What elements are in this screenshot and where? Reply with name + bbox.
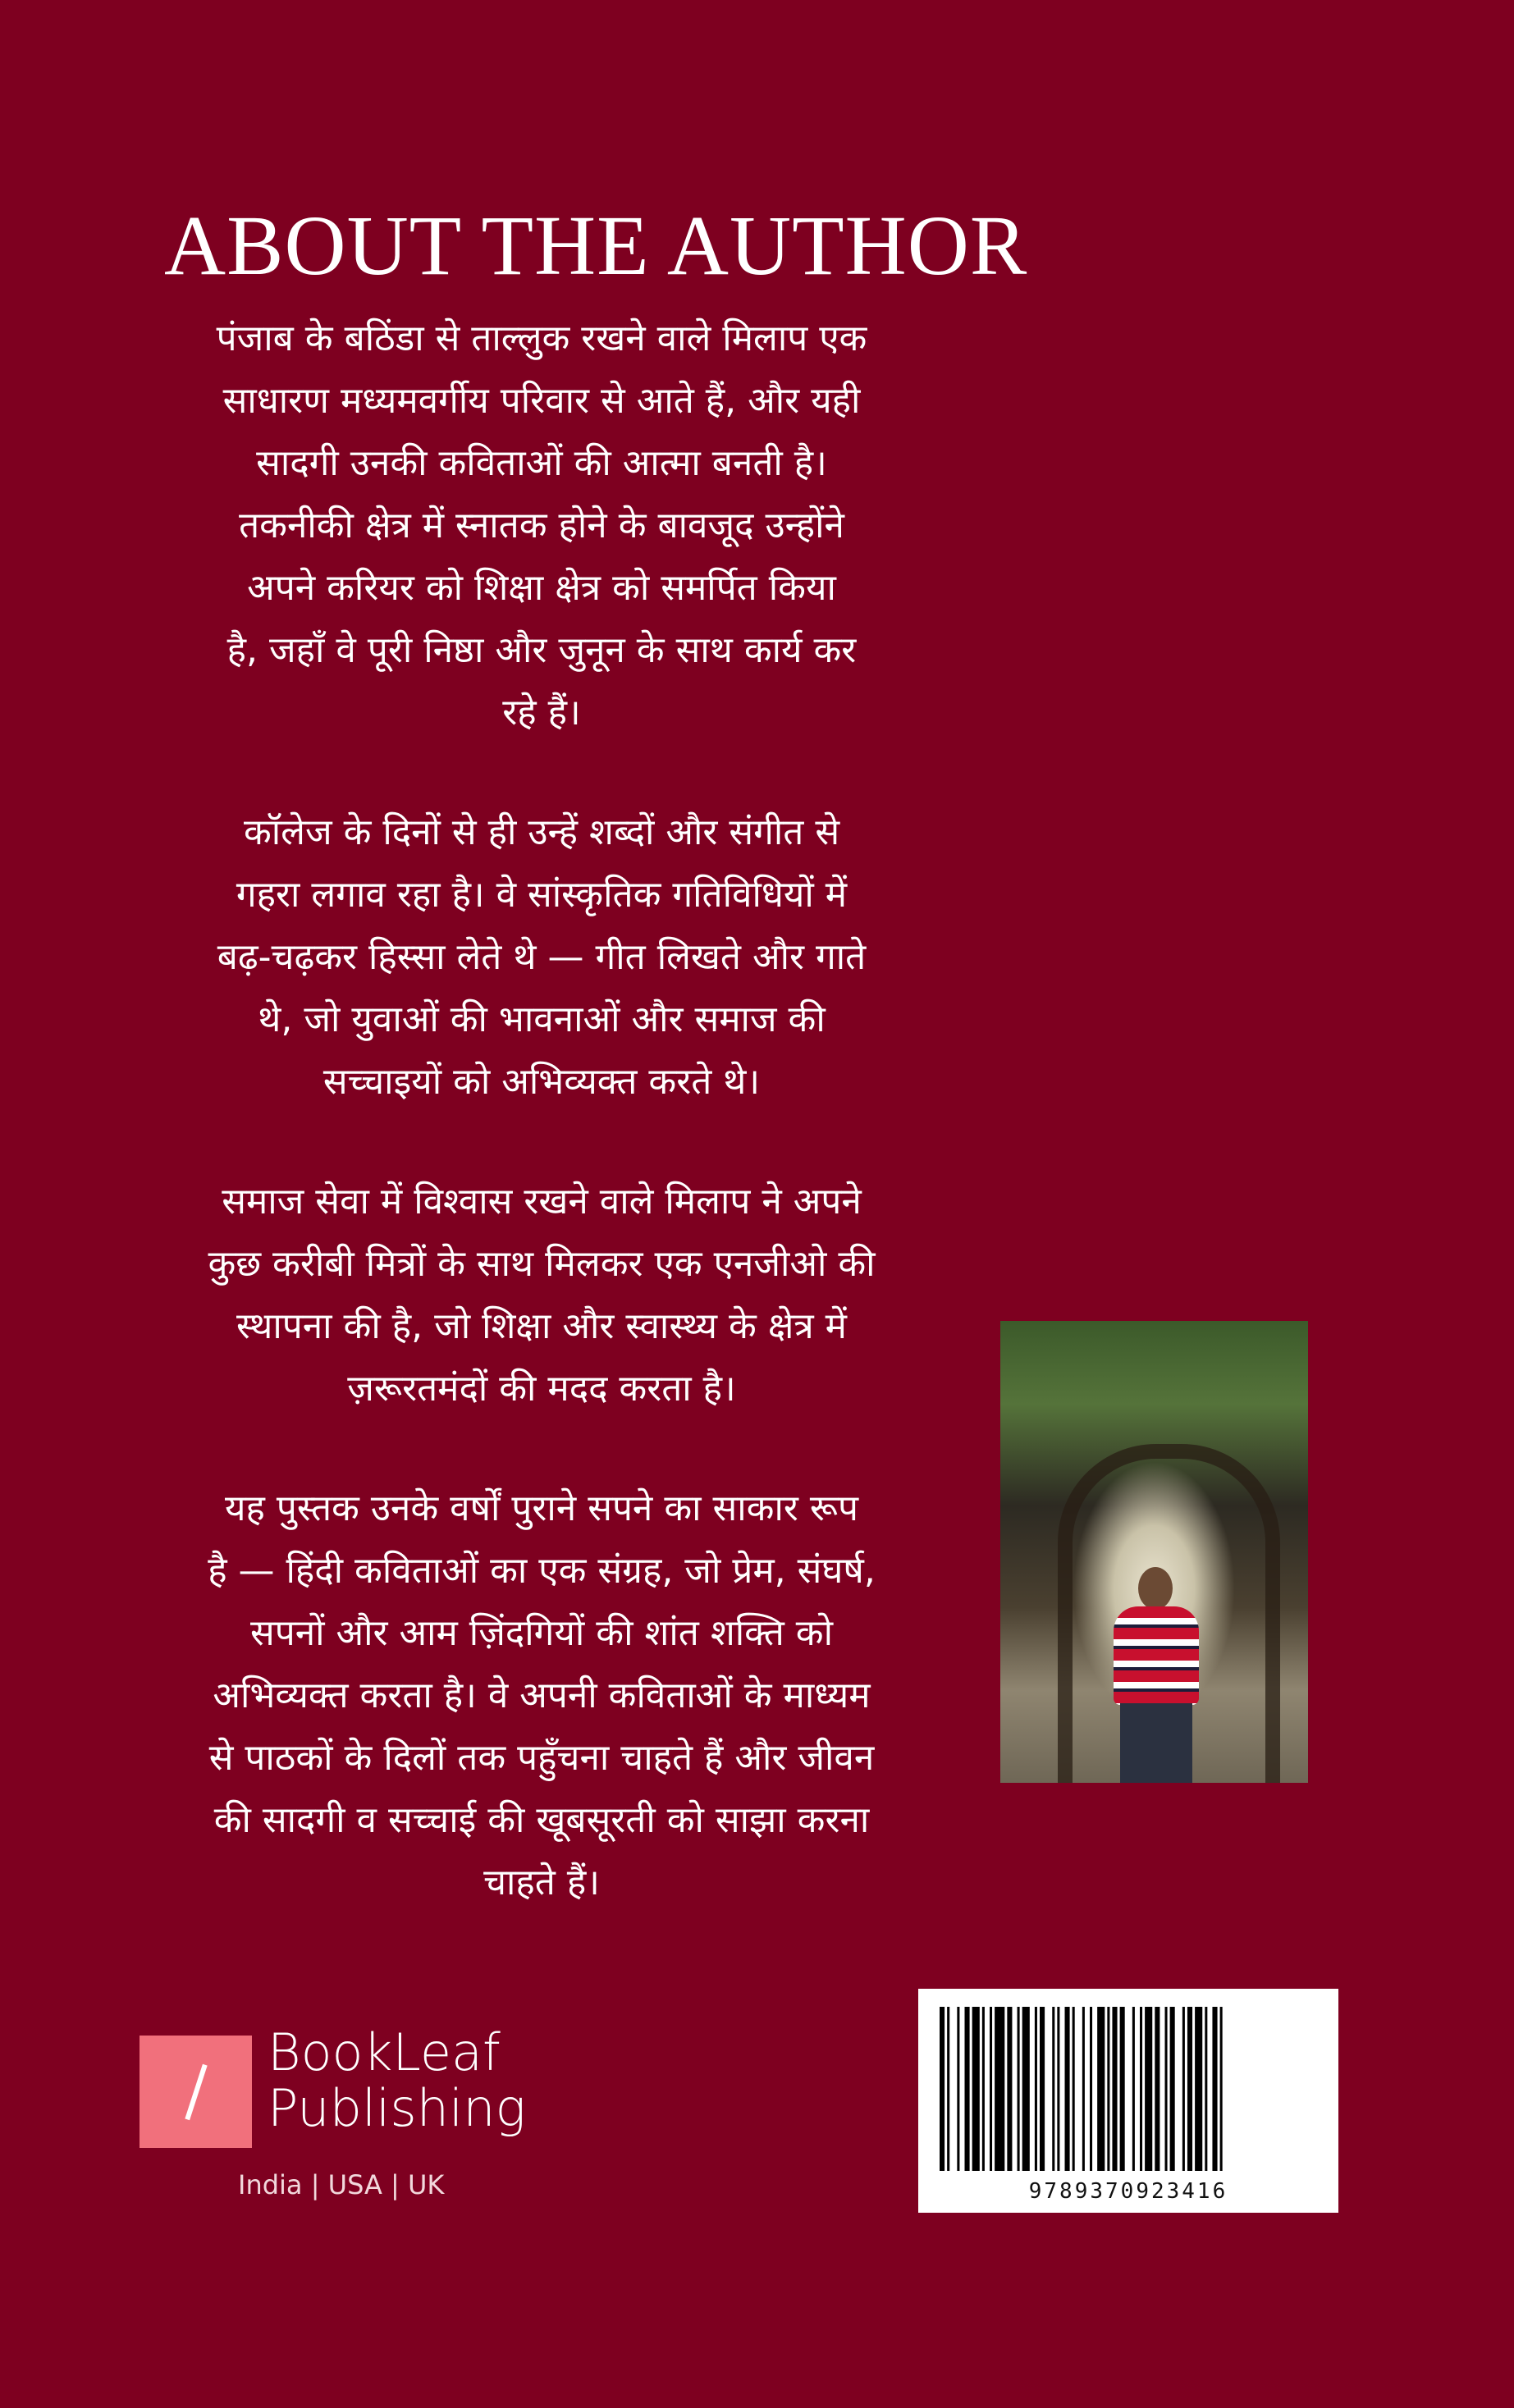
barcode-bar <box>947 2007 949 2171</box>
barcode-bar <box>1065 2007 1070 2171</box>
bio-paragraph-2 <box>164 802 919 1113</box>
barcode-bar <box>1022 2007 1030 2171</box>
bio-line: सच्चाइयों को अभिव्यक्त करते थे। <box>322 1061 761 1103</box>
bio-paragraph-4 <box>164 1478 919 1914</box>
barcode-bar <box>1205 2007 1207 2171</box>
logo-slash <box>185 2064 207 2120</box>
page-title: ABOUT THE AUTHOR <box>164 199 1028 293</box>
barcode-bar <box>1155 2007 1160 2171</box>
bio-line: अपने करियर को शिक्षा क्षेत्र को समर्पित किया <box>247 567 836 609</box>
bio-line: सादगी उनकी कविताओं की आत्मा बनती है। <box>256 442 827 484</box>
isbn-number: 9789370923416 <box>1028 2179 1228 2204</box>
bio-line: चाहते हैं। <box>483 1862 600 1903</box>
barcode-bar <box>1132 2007 1135 2171</box>
isbn-barcode <box>918 1989 1338 2213</box>
barcode-bar <box>1040 2007 1045 2171</box>
barcode-bar <box>1195 2007 1202 2171</box>
publisher-regions: India | USA | UK <box>238 2169 445 2200</box>
author-photo <box>1000 1321 1308 1783</box>
bio-line: कॉलेज के दिनों से ही उन्हें शब्दों और संगीत से <box>243 811 840 853</box>
barcode-bar <box>1140 2007 1142 2171</box>
bio-paragraph-3 <box>164 1171 919 1420</box>
barcode-bar <box>1165 2007 1168 2171</box>
bio-line: है — हिंदी कविताओं का एक संग्रह, जो प्रेम, संघर्ष, <box>208 1550 876 1592</box>
barcode-bar <box>982 2007 985 2171</box>
barcode-bar <box>1097 2007 1105 2171</box>
publisher-name-line-1: BookLeaf <box>268 2022 501 2082</box>
barcode-bar <box>1057 2007 1059 2171</box>
bio-line: तकनीकी क्षेत्र में स्नातक होने के बावजूद उन्होंने <box>239 505 844 546</box>
barcode-bar <box>1035 2007 1037 2171</box>
bio-line: ज़रूरतमंदों की मदद करता है। <box>347 1368 736 1410</box>
barcode-bar <box>1170 2007 1175 2171</box>
photo-person-legs <box>1120 1703 1192 1783</box>
barcode-bar <box>1007 2007 1012 2171</box>
bio-line: स्थापना की है, जो शिक्षा और स्वास्थ्य के क्षेत्र में <box>236 1305 847 1347</box>
barcode-bar <box>965 2007 970 2171</box>
barcode-bar <box>940 2007 945 2171</box>
barcode-bar <box>972 2007 980 2171</box>
barcode-bar <box>1018 2007 1020 2171</box>
barcode-bar <box>1112 2007 1117 2171</box>
bio-line: बढ़-चढ़कर हिस्सा लेते थे — गीत लिखते और गाते <box>217 936 867 978</box>
bio-line: अभिव्यक्त करता है। वे अपनी कविताओं के माध्यम <box>213 1675 871 1716</box>
bio-line: यह पुस्तक उनके वर्षों पुराने सपने का साकार रूप <box>224 1487 859 1529</box>
publisher-logo-icon <box>140 2036 252 2148</box>
photo-person-head <box>1138 1567 1173 1610</box>
barcode-bar <box>1182 2007 1185 2171</box>
barcode-bar <box>1090 2007 1092 2171</box>
bio-line: थे, जो युवाओं की भावनाओं और समाज की <box>258 998 826 1040</box>
barcode-bars <box>940 2007 1317 2171</box>
barcode-bar <box>1107 2007 1109 2171</box>
barcode-bar <box>1052 2007 1054 2171</box>
barcode-bar <box>1187 2007 1192 2171</box>
bio-line: कुछ करीबी मित्रों के साथ मिलकर एक एनजीओ की <box>208 1243 876 1285</box>
barcode-bar <box>1220 2007 1223 2171</box>
barcode-bar <box>957 2007 959 2171</box>
barcode-bar <box>1120 2007 1125 2171</box>
author-bio <box>164 308 919 1972</box>
barcode-bar <box>1073 2007 1075 2171</box>
bio-line: सपनों और आम ज़िंदगियों की शांत शक्ति को <box>250 1612 833 1654</box>
barcode-bar <box>1212 2007 1217 2171</box>
barcode-bar <box>1145 2007 1152 2171</box>
bio-line: समाज सेवा में विश्वास रखने वाले मिलाप ने अपने <box>222 1181 862 1222</box>
bio-line: पंजाब के बठिंडा से ताल्लुक रखने वाले मिलाप एक <box>216 318 867 359</box>
bio-line: की सादगी व सच्चाई की खूबसूरती को साझा करना <box>213 1799 870 1841</box>
bio-paragraph-1 <box>164 308 919 744</box>
bio-line: साधारण मध्यमवर्गीय परिवार से आते हैं, और यही <box>222 380 861 422</box>
barcode-bar <box>990 2007 992 2171</box>
barcode-bar <box>995 2007 1004 2171</box>
bio-line: है, जहाँ वे पूरी निष्ठा और जुनून के साथ कार्य कर <box>226 629 857 671</box>
bio-line: से पाठकों के दिलों तक पहुँचना चाहते हैं और जीवन <box>208 1737 875 1779</box>
publisher-name-line-2: Publishing <box>268 2078 526 2138</box>
barcode-bar <box>1082 2007 1085 2171</box>
bio-line: रहे हैं। <box>502 692 581 733</box>
publisher-name <box>268 2022 526 2138</box>
photo-person-shirt <box>1114 1606 1199 1705</box>
bio-line: गहरा लगाव रहा है। वे सांस्कृतिक गतिविधियों में <box>236 874 848 916</box>
